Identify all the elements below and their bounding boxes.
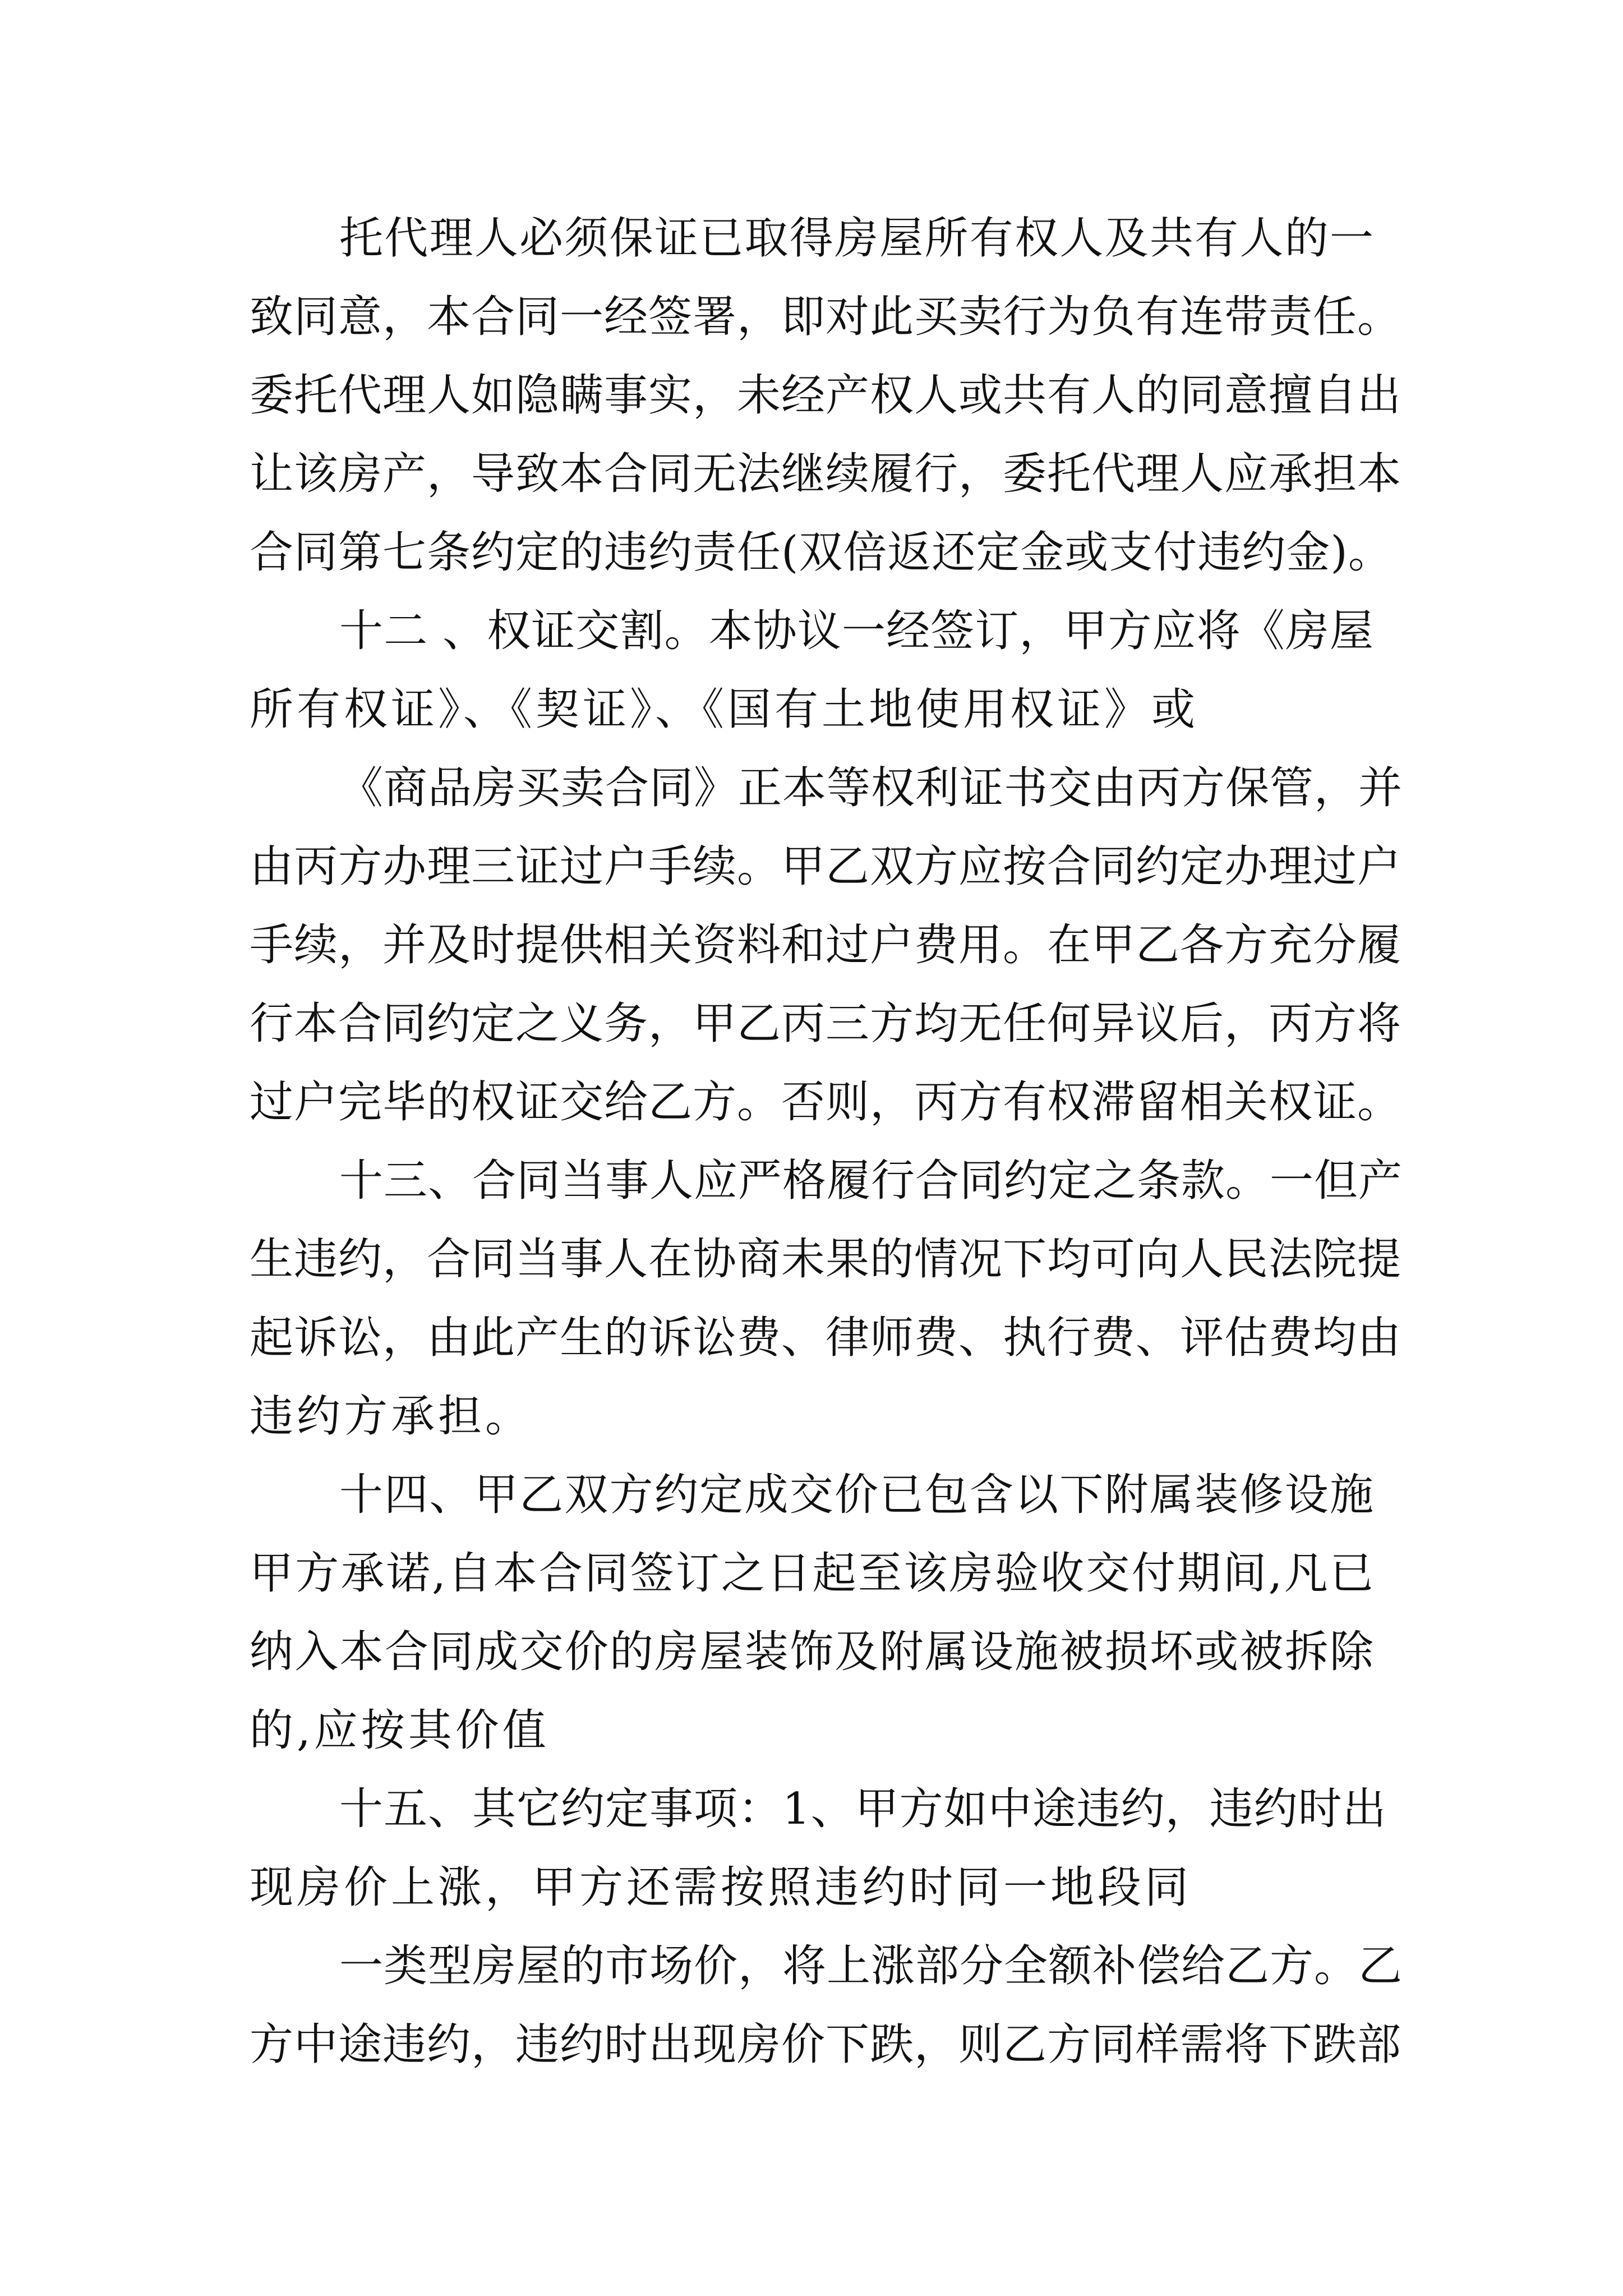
text-line-1: 托代理人必须保证已取得房屋所有权人及共有人的一 <box>339 213 1374 264</box>
text-line-18: 甲方承诺,自本合同签订之日起至该房验收交付期间,凡已 <box>250 1548 1374 1599</box>
text-line-24: 方中途违约，违约时出现房价下跌，则乙方同样需将下跌部 <box>250 2019 1402 2070</box>
text-line-2: 致同意，本合同一经签署，即对此买卖行为负有连带责任。 <box>250 292 1402 342</box>
text-line-11: 行本合同约定之义务，甲乙丙三方均无任何异议后，丙方将 <box>250 999 1402 1049</box>
text-line-4: 让该房产，导致本合同无法继续履行，委托代理人应承担本 <box>250 449 1402 499</box>
text-line-6: 十二 、权证交割。本协议一经签订，甲方应将《房屋 <box>339 606 1374 656</box>
text-line-12: 过户完毕的权证交给乙方。否则，丙方有权滞留相关权证。 <box>250 1077 1402 1128</box>
text-line-8: 《商品房买卖合同》正本等权利证书交由丙方保管，并 <box>339 763 1403 813</box>
text-line-17: 十四、甲乙双方约定成交价已包含以下附属装修设施 <box>339 1470 1374 1520</box>
text-line-23: 一类型房屋的市场价，将上涨部分全额补偿给乙方。乙 <box>339 1941 1403 1991</box>
text-line-13: 十三、合同当事人应严格履行合同约定之条款。一但产 <box>339 1156 1403 1206</box>
text-line-3: 委托代理人如隐瞒事实，未经产权人或共有人的同意擅自出 <box>250 370 1402 421</box>
text-line-9: 由丙方办理三证过户手续。甲乙双方应按合同约定办理过户 <box>250 841 1402 892</box>
text-line-22: 现房价上涨，甲方还需按照违约时同一地段同 <box>250 1862 1192 1913</box>
text-line-16: 违约方承担。 <box>250 1391 533 1442</box>
text-line-10: 手续，并及时提供相关资料和过户费用。在甲乙各方充分履 <box>250 920 1402 970</box>
text-line-7: 所有权证》、《契证》、《国有土地使用权证》或 <box>250 684 1199 735</box>
text-line-5: 合同第七条约定的违约责任(双倍返还定金或支付违约金)。 <box>250 527 1393 578</box>
text-line-14: 生违约，合同当事人在协商未果的情况下均可向人民法院提 <box>250 1234 1402 1285</box>
text-line-15: 起诉讼，由此产生的诉讼费、律师费、执行费、评估费均由 <box>250 1313 1402 1363</box>
text-line-20: 的,应按其价值 <box>250 1705 550 1756</box>
text-line-21: 十五、其它约定事项：1、甲方如中途违约，违约时出 <box>339 1784 1387 1834</box>
text-line-19: 纳入本合同成交价的房屋装饰及附属设施被损坏或被拆除 <box>250 1627 1374 1677</box>
